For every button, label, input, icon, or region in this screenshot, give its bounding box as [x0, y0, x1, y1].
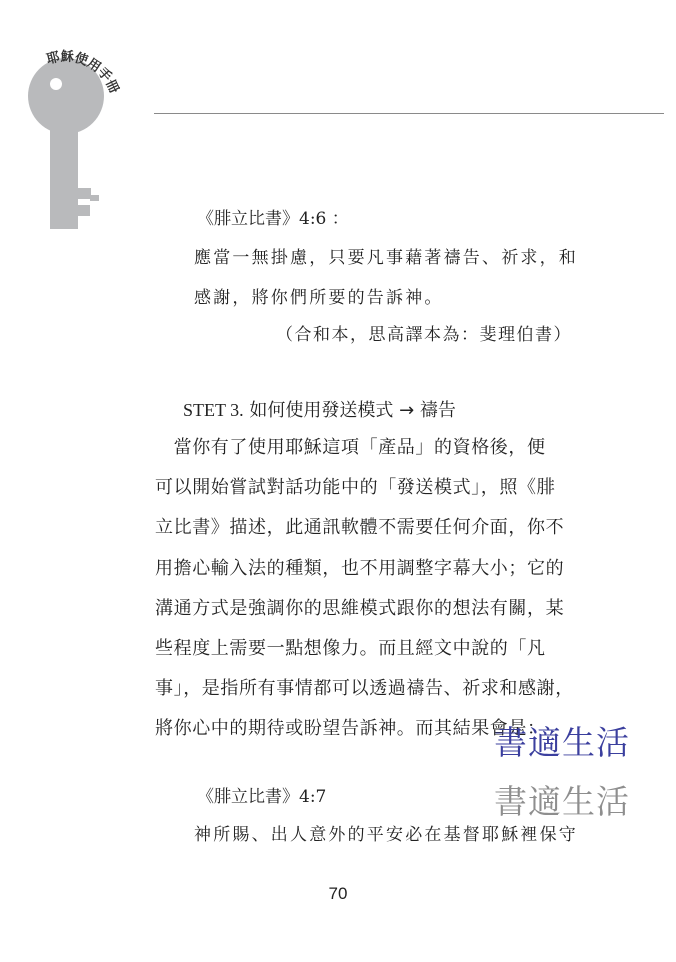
- paragraph-line: 當你有了使用耶穌這項「產品」的資格後，便: [155, 437, 546, 458]
- header-rule: [154, 113, 664, 114]
- page-number: 70: [328, 884, 348, 903]
- translation-note: （合和本，思高譯本為：斐理伯書）: [276, 325, 572, 345]
- body-paragraph: [155, 428, 595, 750]
- scripture-reference-1: 《腓立比書》4:6 ：: [197, 209, 349, 229]
- section-heading: [183, 396, 456, 422]
- watermark-primary: 書適生活: [494, 723, 630, 762]
- watermark-secondary: 書適生活: [494, 782, 630, 821]
- book-title: 耶穌使用手冊: [45, 49, 122, 96]
- paragraph-line: 將你心中的期待或盼望告訴神。而其結果會是：: [155, 718, 546, 740]
- heading-title: 如何使用發送模式 → 禱告: [249, 400, 456, 421]
- verse-line: 感謝，將你們所要的告訴神。: [194, 288, 444, 308]
- paragraph-line: 立比書》描述，此通訊軟體不需要任何介面，你不: [155, 517, 565, 539]
- paragraph-line: 用擔心輸入法的種類，也不用調整字幕大小；它的: [155, 557, 565, 579]
- verse-line: 應當一無掛慮，只要凡事藉著禱告、祈求，和: [194, 248, 578, 268]
- paragraph-line: 溝通方式是強調你的思維模式跟你的想法有關，某: [155, 597, 565, 619]
- verse-line: 神所賜、出人意外的平安必在基督耶穌裡保守: [194, 825, 578, 845]
- paragraph-line: 些程度上需要一點想像力。而且經文中說的「凡: [155, 637, 546, 659]
- key-hole: [50, 78, 62, 90]
- paragraph-line: 事」，是指所有事情都可以透過禱告、祈求和感謝，: [155, 678, 574, 700]
- paragraph-line: 可以開始嘗試對話功能中的「發送模式」，照《腓: [155, 477, 556, 499]
- heading-step-label: STET 3.: [183, 400, 244, 420]
- key-icon: [28, 58, 104, 229]
- key-logo: [22, 48, 142, 233]
- scripture-reference-2: 《腓立比書》4:7: [197, 787, 327, 807]
